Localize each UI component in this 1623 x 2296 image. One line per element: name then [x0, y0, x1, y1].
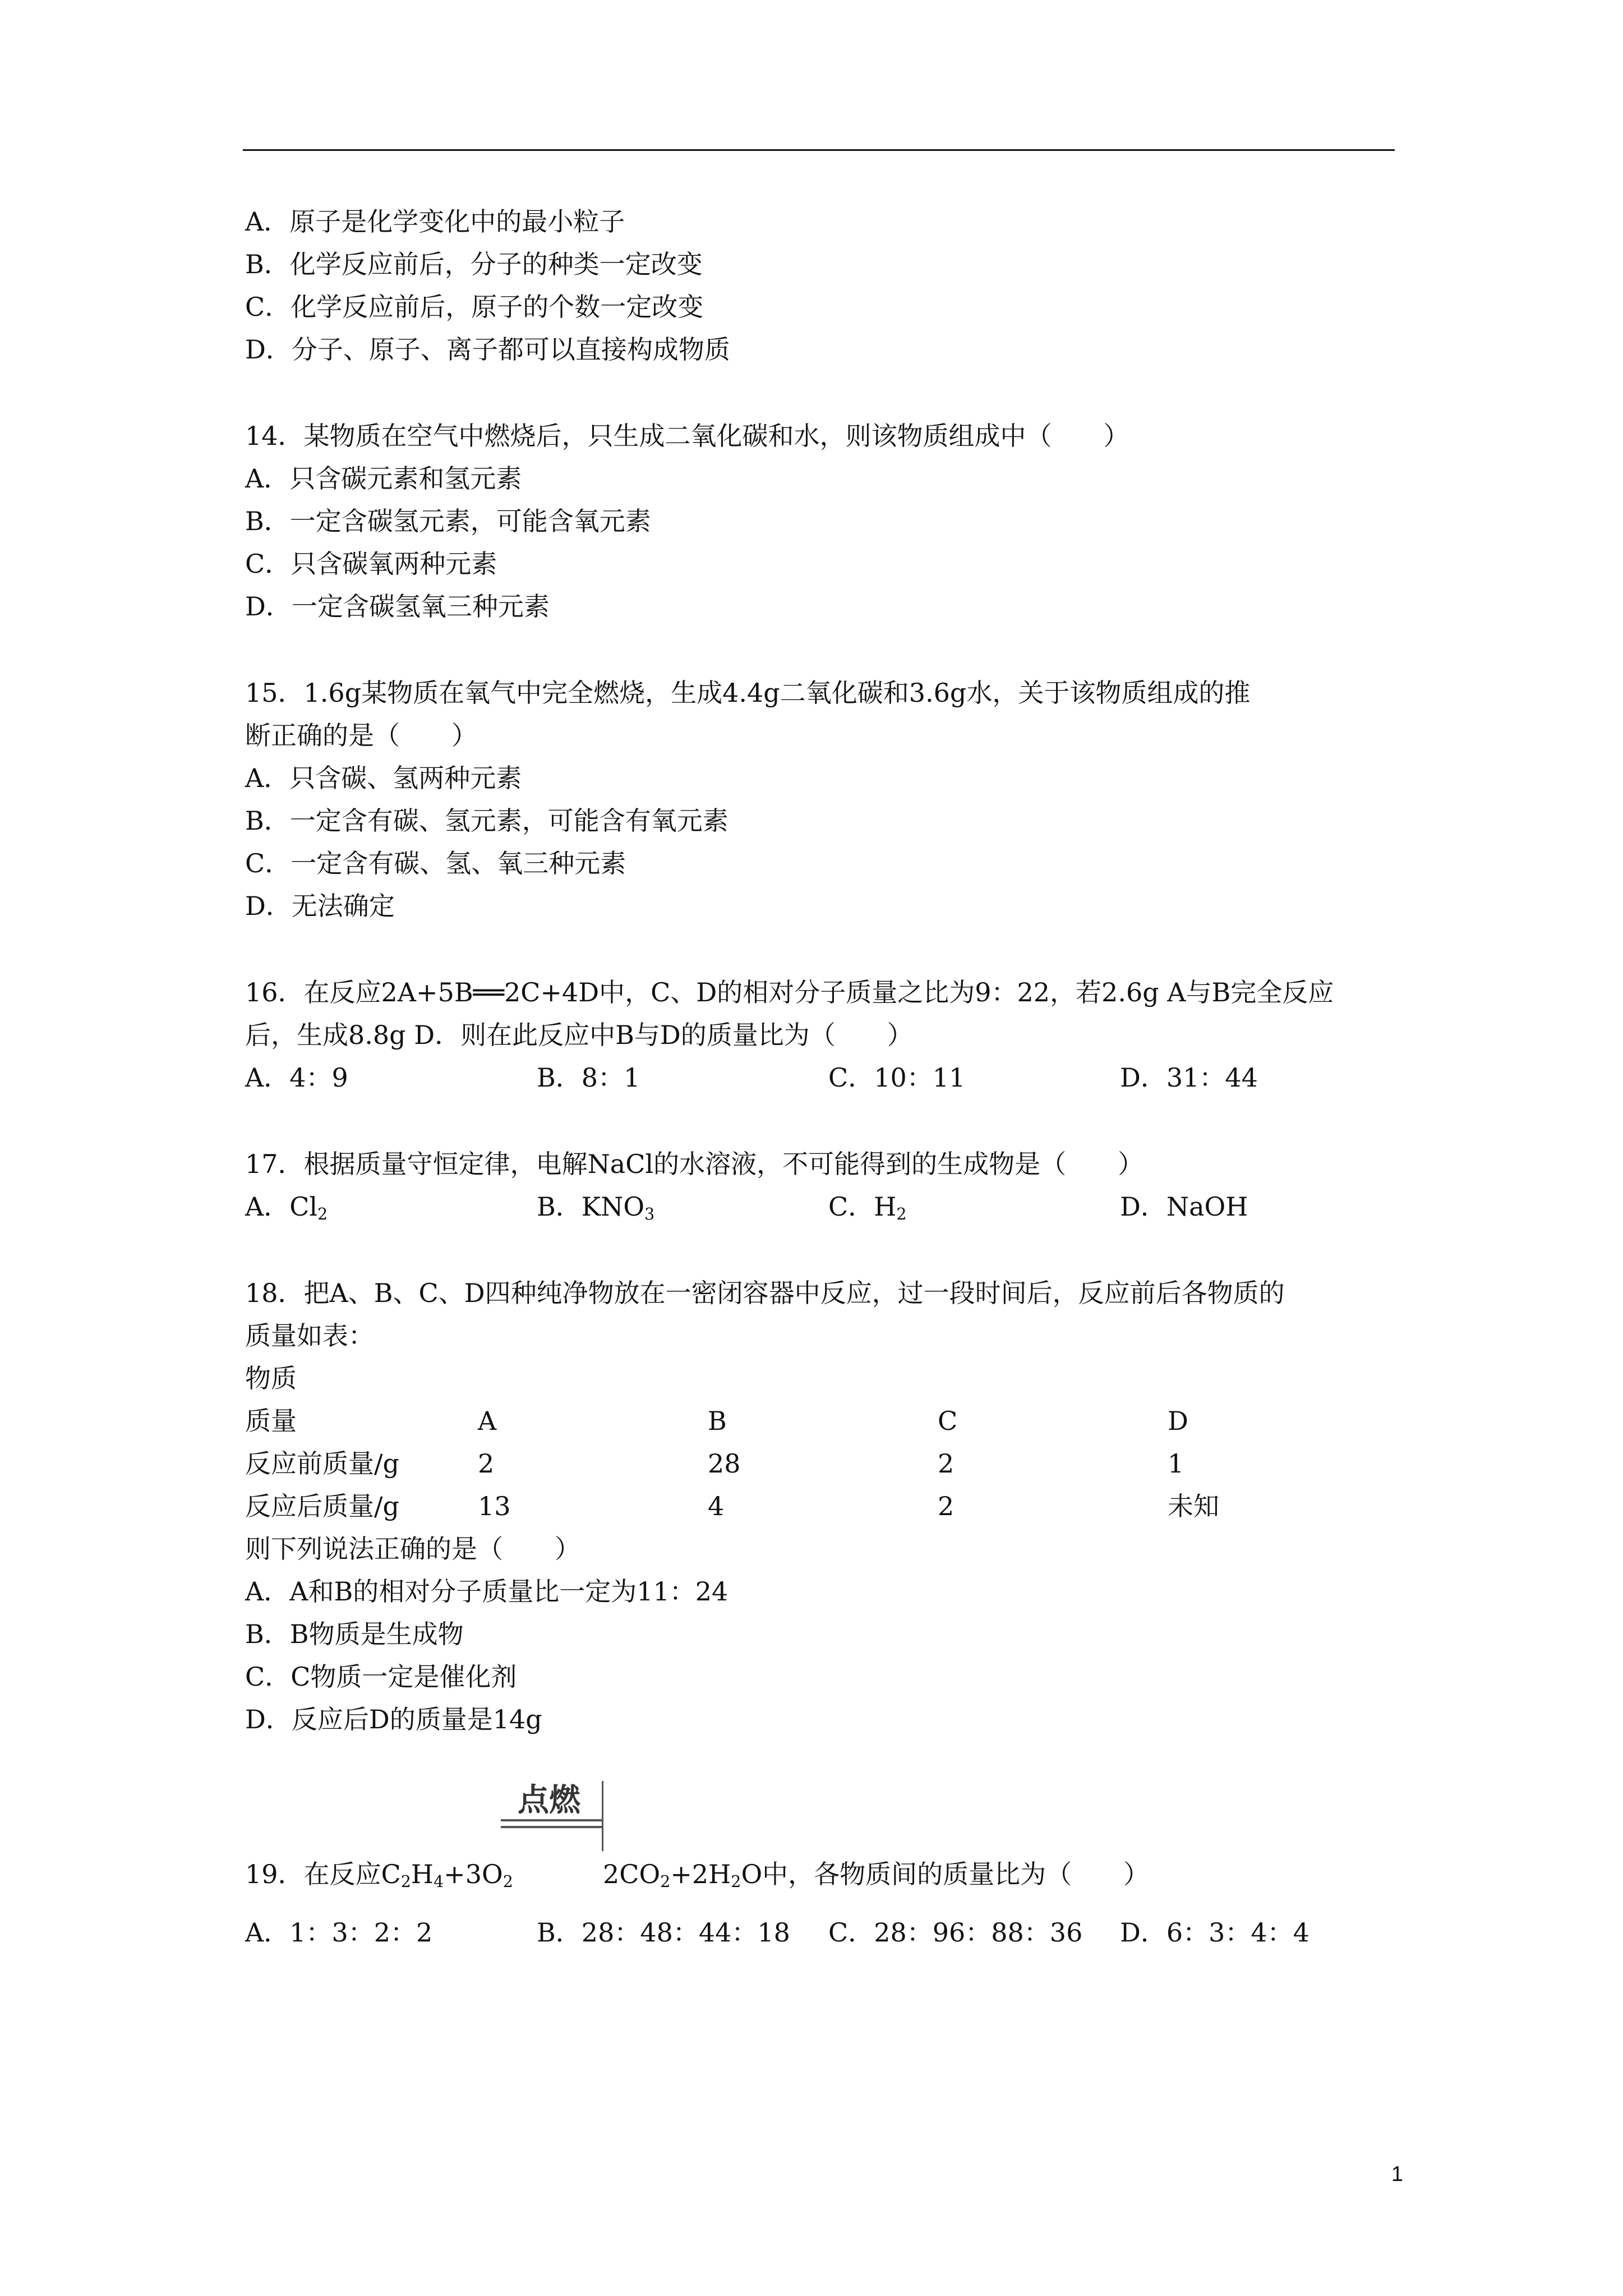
q17-option-a: A．$Cl_2$ [245, 1191, 328, 1224]
reaction-condition-ignite [501, 1775, 607, 1857]
q19-stem-left: 19．在反应$C_2H_4+3O_2$ [245, 1859, 513, 1892]
page-number: 1 [1391, 2162, 1403, 2186]
table-header-c: C [938, 1406, 958, 1436]
q15-stem-line1: 15．1.6g某物质在氧气中完全燃烧，生成4.4g二氧化碳和3.6g水，关于该物质组成的推 [245, 678, 1251, 708]
q18-stem-line2: 质量如表： [245, 1320, 374, 1351]
q19-option-a: A．1：3：2：2 [245, 1917, 433, 1948]
q16-option-a: A．4：9 [245, 1062, 348, 1093]
table-header-b: B [708, 1406, 727, 1436]
table-before-d: 1 [1168, 1448, 1184, 1479]
q19-option-c: C．28：96：88：36 [828, 1917, 1083, 1948]
q13-option-b: B．化学反应前后，分子的种类一定改变 [245, 249, 703, 279]
q14-option-a: A．只含碳元素和氢元素 [245, 463, 522, 494]
q15-option-a: A．只含碳、氢两种元素 [245, 763, 522, 793]
table-before-c: 2 [938, 1448, 955, 1479]
q13-option-d: D．分子、原子、离子都可以直接构成物质 [245, 334, 730, 365]
q18-stem-line1: 18．把A、B、C、D四种纯净物放在一密闭容器中反应，过一段时间后，反应前后各物质的 [245, 1278, 1285, 1308]
table-header-d: D [1168, 1406, 1188, 1436]
table-after-a: 13 [478, 1491, 511, 1521]
q15-option-b: B．一定含有碳、氢元素，可能含有氧元素 [245, 806, 728, 836]
reaction-arrow-divider [602, 1781, 603, 1851]
table-header-a: A [478, 1406, 497, 1436]
q17-option-b: B．$KNO_3$ [537, 1191, 655, 1224]
q16-option-d: D．31：44 [1120, 1062, 1258, 1093]
q18-option-c: C．C物质一定是催化剂 [245, 1662, 517, 1692]
q13-option-a: A．原子是化学变化中的最小粒子 [245, 206, 625, 237]
table-after-label: 反应后质量/g [245, 1491, 399, 1521]
q18-option-b: B．B物质是生成物 [245, 1619, 464, 1649]
table-row0-label: 物质 [245, 1363, 297, 1393]
q19-option-b: B．28：48：44：18 [537, 1917, 790, 1948]
q13-option-c: C．化学反应前后，原子的个数一定改变 [245, 292, 704, 322]
table-header-label: 质量 [245, 1406, 297, 1436]
reaction-arrow-bar [501, 1819, 602, 1821]
table-before-a: 2 [478, 1448, 495, 1479]
q18-question: 则下列说法正确的是（ ） [245, 1534, 580, 1564]
q17-option-d: D．NaOH [1120, 1191, 1248, 1222]
q19-option-d: D．6：3：4：4 [1120, 1917, 1310, 1948]
q14-stem: 14．某物质在空气中燃烧后，只生成二氧化碳和水，则该物质组成中（ ） [245, 421, 1129, 451]
table-before-label: 反应前质量/g [245, 1448, 399, 1479]
q14-option-c: C．只含碳氧两种元素 [245, 549, 497, 579]
q18-option-a: A．A和B的相对分子质量比一定为11：24 [245, 1576, 728, 1607]
q17-stem: 17．根据质量守恒定律，电解NaCl的水溶液，不可能得到的生成物是（ ） [245, 1149, 1144, 1179]
q16-option-b: B．8：1 [537, 1062, 640, 1093]
q14-option-b: B．一定含碳氢元素，可能含氧元素 [245, 506, 651, 536]
q18-option-d: D．反应后D的质量是14g [245, 1704, 542, 1734]
table-after-b: 4 [708, 1491, 725, 1521]
table-after-c: 2 [938, 1491, 955, 1521]
reaction-arrow-bar [501, 1826, 602, 1828]
ignite-label: 点燃 [518, 1782, 580, 1818]
header-rule [243, 149, 1395, 151]
q15-option-d: D．无法确定 [245, 891, 395, 921]
q16-stem-line1: 16．在反应2A+5B══2C+4D中，C、D的相对分子质量之比为9：22，若2.6g A与B完全反应 [245, 977, 1334, 1007]
q16-stem-line2: 后，生成8.8g D．则在此反应中B与D的质量比为（ ） [245, 1020, 913, 1050]
q17-option-c: C．$H_2$ [828, 1191, 907, 1224]
q19-stem-right: $2CO_2+2H_2O$中，各物质间的质量比为（ ） [603, 1859, 1150, 1892]
q16-option-c: C．10：11 [828, 1062, 966, 1093]
q15-stem-line2: 断正确的是（ ） [245, 720, 477, 751]
q14-option-d: D．一定含碳氢氧三种元素 [245, 591, 550, 622]
table-after-d: 未知 [1168, 1491, 1219, 1521]
table-before-b: 28 [708, 1448, 741, 1479]
q15-option-c: C．一定含有碳、氢、氧三种元素 [245, 848, 626, 878]
